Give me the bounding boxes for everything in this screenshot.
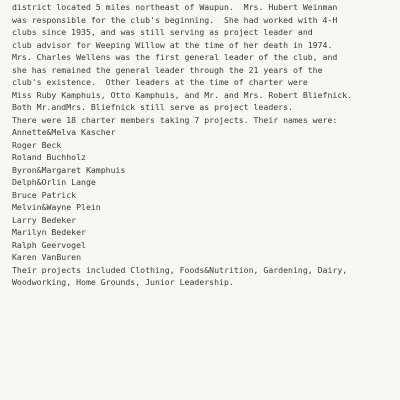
text-line: Miss Ruby Kamphuis, Otto Kamphuis, and Mr. and Mrs. Robert Bliefnick.: [12, 89, 353, 100]
member-name-line: Annette&Melva Kascher: [12, 127, 116, 137]
member-name-line: Melvin&Wayne Plein: [12, 202, 101, 212]
text-line: Mrs. Charles Wellens was the first general leader of the club, and: [12, 52, 338, 62]
text-line: Their projects included Clothing, Foods&Nutrition, Gardening, Dairy,: [12, 264, 348, 275]
text-line: club advisor for Weeping Willow at the time of her death in 1974.: [12, 39, 333, 50]
text-line: district located 5 miles northeast of Waupun. Mrs. Hubert Weinman: [12, 2, 338, 12]
member-name-line: Roger Beck: [12, 139, 62, 150]
text-line: club's existence. Other leaders at the time of charter were: [12, 77, 308, 87]
member-name-line: Karen VanBuren: [12, 252, 82, 262]
text-line: There were 18 charter members taking 7 projects. Their names were:: [12, 114, 338, 125]
member-name-line: Byron&Margaret Kamphuis: [12, 164, 126, 175]
text-line: clubs since 1935, and was still serving as project leader and: [12, 27, 313, 37]
typewritten-text: [12, 1, 396, 289]
text-line: Woodworking, Home Grounds, Junior Leadership.: [12, 277, 234, 287]
member-name-line: Delph&Orlin Lange: [12, 177, 96, 187]
text-line: Both Mr.andMrs. Bliefnick still serve as project leaders.: [12, 102, 293, 112]
member-name-line: Bruce Patrick: [12, 189, 77, 200]
member-name-line: Ralph Geervogel: [12, 239, 86, 250]
member-name-line: Roland Buchholz: [12, 152, 86, 162]
text-line: she has remained the general leader through the 21 years of the: [12, 64, 323, 75]
text-line: was responsible for the club's beginning. She had worked with 4-H: [12, 14, 338, 25]
member-name-line: Marilyn Bedeker: [12, 227, 86, 237]
member-name-line: Larry Bedeker: [12, 214, 77, 225]
